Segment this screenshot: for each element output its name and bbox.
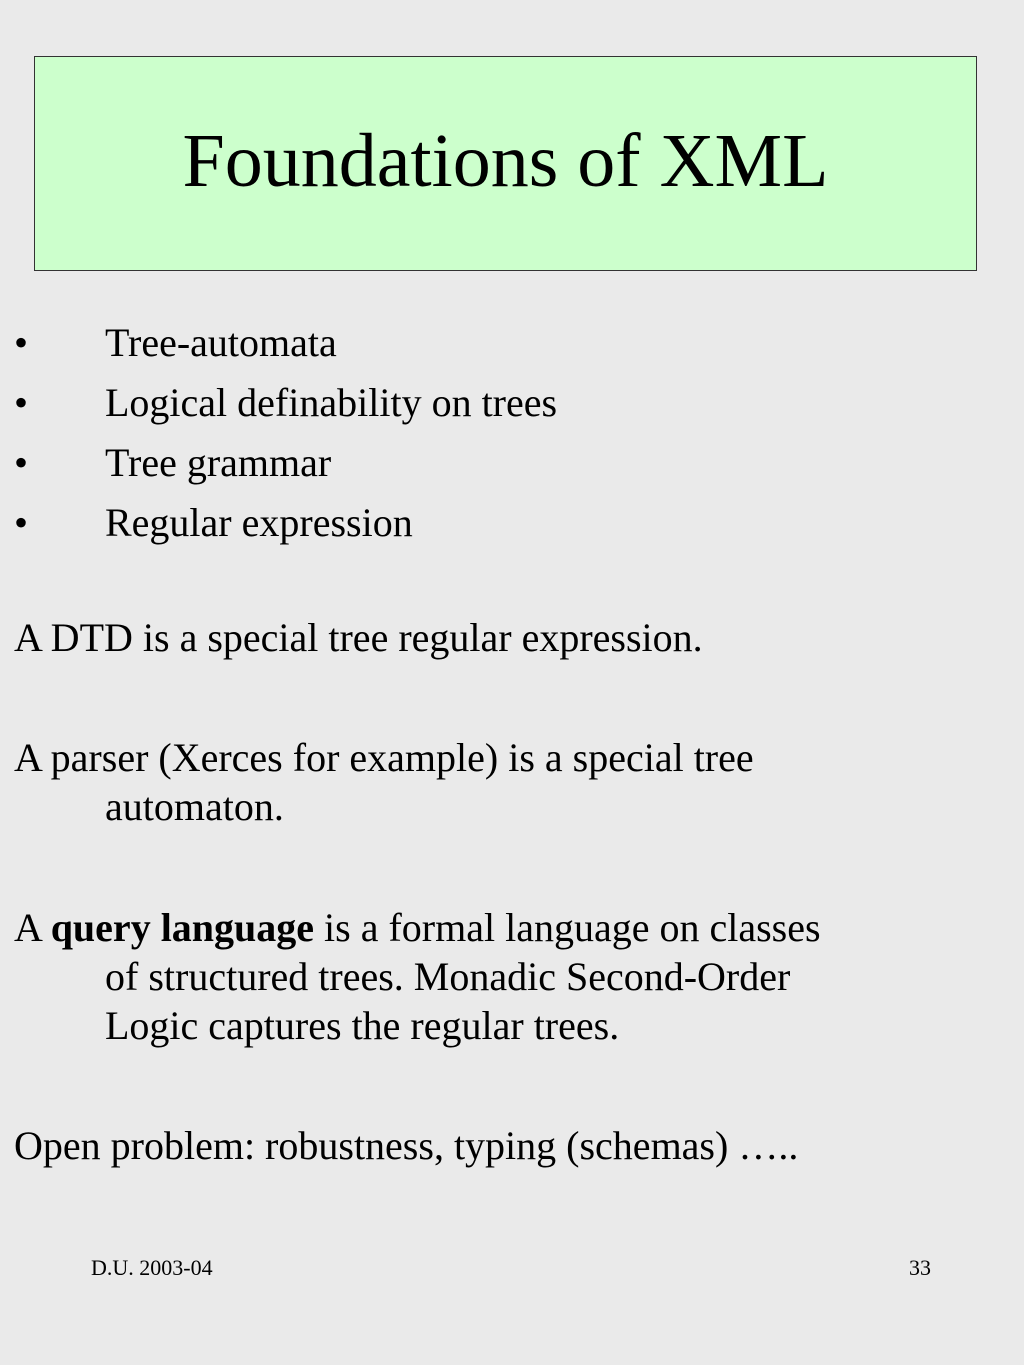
- bullet-list: [14, 313, 994, 553]
- slide-title: Foundations of XML: [182, 118, 829, 203]
- query-language-term: query language: [50, 905, 315, 950]
- query-text-line1: [14, 903, 1004, 952]
- parser-paragraph: [14, 733, 1004, 831]
- bullet-item: [14, 373, 994, 433]
- footer-page-number: 33: [909, 1255, 931, 1280]
- footer-course-label: D.U. 2003-04: [91, 1255, 213, 1280]
- parser-text-line2: automaton.: [105, 784, 284, 829]
- parser-text-line1: A parser (Xerces for example) is a special tree: [14, 735, 754, 780]
- bullet-text: Logical definability on trees: [105, 380, 558, 425]
- open-problem-text: Open problem: robustness, typing (schemas) …..: [14, 1123, 799, 1168]
- bullet-text: Regular expression: [105, 500, 413, 545]
- slide-title-box: [34, 56, 977, 271]
- query-text-line2: of structured trees. Monadic Second-Order: [105, 954, 791, 999]
- bullet-text: Tree-automata: [105, 320, 337, 365]
- query-prefix: A: [14, 905, 51, 950]
- bullet-item: [14, 433, 994, 493]
- query-paragraph: [14, 903, 1004, 1050]
- bullet-item: [14, 493, 994, 553]
- query-text-line3: Logic captures the regular trees.: [105, 1003, 620, 1048]
- bullet-marker: •: [14, 500, 29, 545]
- bullet-marker: •: [14, 380, 29, 425]
- dtd-text: A DTD is a special tree regular expression.: [14, 615, 703, 660]
- open-problem-paragraph: [14, 1121, 1004, 1170]
- dtd-paragraph: [14, 613, 1004, 662]
- bullet-text: Tree grammar: [105, 440, 332, 485]
- bullet-marker: •: [14, 320, 29, 365]
- bullet-marker: •: [14, 440, 29, 485]
- bullet-item: [14, 313, 994, 373]
- query-rest: is a formal language on classes: [314, 905, 821, 950]
